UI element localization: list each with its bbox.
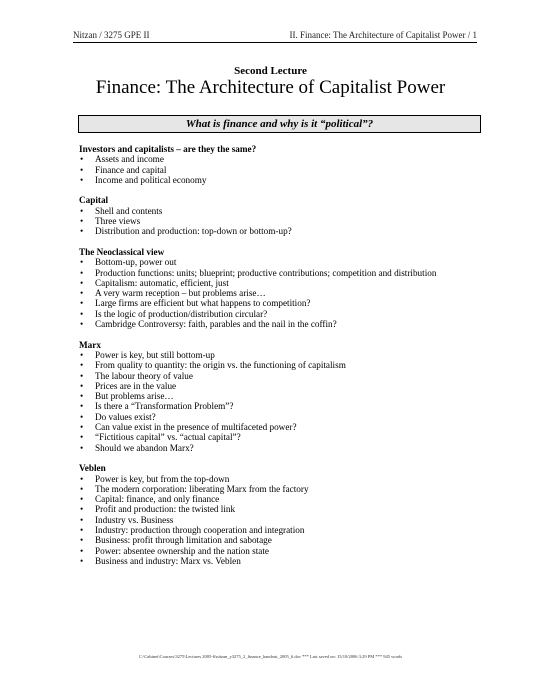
list-item: • But problems arise… xyxy=(79,391,489,401)
list-item: • Shell and contents xyxy=(79,206,489,216)
list-item: • Industry vs. Business xyxy=(79,515,489,525)
list-item: • Capital: finance, and only finance xyxy=(79,494,489,504)
bullet-list xyxy=(79,154,489,185)
list-item: • Cambridge Controversy: faith, parables and the nail in the coffin? xyxy=(79,319,489,329)
section-capital xyxy=(79,195,489,236)
list-item: • Three views xyxy=(79,216,489,226)
section-neoclassical xyxy=(79,247,489,329)
page-header xyxy=(73,30,477,43)
section-investors xyxy=(79,144,489,185)
section-veblen xyxy=(79,463,489,566)
list-item: • Power: absentee ownership and the nation state xyxy=(79,546,489,556)
list-item: • Do values exist? xyxy=(79,412,489,422)
list-item: • Business and industry: Marx vs. Veblen xyxy=(79,556,489,566)
bullet-list xyxy=(79,350,489,453)
list-item: • From quality to quantity: the origin vs. the functioning of capitalism xyxy=(79,360,489,370)
question-banner: What is finance and why is it “political”? xyxy=(78,115,481,133)
bullet-list xyxy=(79,257,489,329)
list-item: • Bottom-up, power out xyxy=(79,257,489,267)
header-left: Nitzan / 3275 GPE II xyxy=(73,30,150,40)
file-path-footer: C:\Cabinet\Courses\3275\Lectures 2005-6\nitzan_y3275_2_finance_handout_2005_6.doc *** Last saved on: 15/10/2006 3:29 PM *** 945 words xyxy=(138,654,403,659)
list-item: • Should we abandon Marx? xyxy=(79,443,489,453)
list-item: • Assets and income xyxy=(79,154,489,164)
page-title: Finance: The Architecture of Capitalist Power xyxy=(95,77,446,98)
section-heading: Investors and capitalists – are they the same? xyxy=(79,144,257,154)
list-item: • Business: profit through limitation and sabotage xyxy=(79,535,489,545)
list-item: • Power is key, but still bottom-up xyxy=(79,350,489,360)
list-item: • “Fictitious capital” vs. “actual capital”? xyxy=(79,432,489,442)
lecture-subtitle: Second Lecture xyxy=(234,65,307,77)
bullet-list xyxy=(79,474,489,567)
list-item: • Profit and production: the twisted link xyxy=(79,504,489,514)
list-item: • Is the logic of production/distribution circular? xyxy=(79,309,489,319)
section-heading: The Neoclassical view xyxy=(79,246,165,257)
section-heading: Veblen xyxy=(79,463,106,474)
section-heading: Capital xyxy=(79,195,109,206)
list-item: • Distribution and production: top-down or bottom-up? xyxy=(79,226,489,236)
list-item: • The modern corporation: liberating Marx from the factory xyxy=(79,484,489,494)
header-right: II. Finance: The Architecture of Capitalist Power / 1 xyxy=(289,30,477,40)
list-item: • Power is key, but from the top-down xyxy=(79,474,489,484)
bullet-list xyxy=(79,206,489,237)
list-item: • A very warm reception – but problems arise… xyxy=(79,288,489,298)
list-item: • Finance and capital xyxy=(79,165,489,175)
list-item: • Industry: production through cooperation and integration xyxy=(79,525,489,535)
section-heading: Marx xyxy=(79,339,101,350)
list-item: • Capitalism: automatic, efficient, just xyxy=(79,278,489,288)
list-item: • Production functions: units; blueprint; productive contributions; competition and distribution xyxy=(79,268,489,278)
list-item: • Can value exist in the presence of multifaceted power? xyxy=(79,422,489,432)
list-item: • Large firms are efficient but what happens to competition? xyxy=(79,298,489,308)
list-item: • Income and political economy xyxy=(79,175,489,185)
list-item: • Prices are in the value xyxy=(79,381,489,391)
section-marx xyxy=(79,340,489,453)
outline xyxy=(79,144,489,576)
list-item: • Is there a “Transformation Problem”? xyxy=(79,401,489,411)
list-item: • The labour theory of value xyxy=(79,371,489,381)
